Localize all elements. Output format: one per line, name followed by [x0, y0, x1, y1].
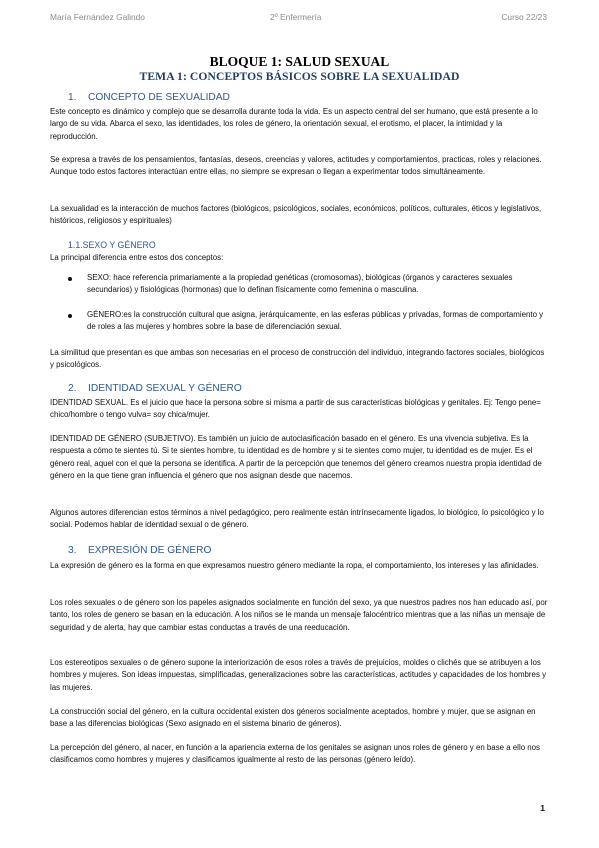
section-3-title: EXPRESIÓN DE GÉNERO: [88, 545, 212, 556]
section-2-paragraph-2: IDENTIDAD DE GÉNERO (SUBJETIVO). Es también un juicio de autoclasificación basado en el género. Es una vivencia subjetiva. Es la respuesta a cómo te sientes tú. Si te sientes hombre, tu identidad es de hombre y si te sientes como mujer, tu identidad es de mujer. Es el género real, aquel con el que la persona se identifica. A partir de la percepción que tenemos del género creamos nuestra propia identidad de género en la que tiene gran influencia el género que nos asignan desde que nacemos.: [50, 434, 542, 481]
section-2-heading: [68, 383, 242, 394]
bullet-icon: [68, 277, 72, 281]
document-subtitle: TEMA 1: CONCEPTOS BÁSICOS SOBRE LA SEXUALIDAD: [139, 70, 460, 83]
section-3-paragraph-4: La construcción social del género, en la cultura occidental existen dos géneros socialmente aceptados, hombre y mujer, que se asignan en base a las diferencias biológicas (Sexo asignado en el sistema binario de géneros).: [50, 707, 536, 729]
header-author: María Fernández Galindo: [50, 12, 145, 22]
subsection-1-1-bullet-list: [68, 272, 546, 297]
section-2-number: 2.: [68, 383, 77, 394]
section-3-paragraph-5: La percepción del género, al nacer, en función a la apariencia externa de los genitales se asignan unos roles de género y en base a ello nos clasificamos como hombres y mujeres y clasificamos igualmente al resto de las personas (género leído).: [50, 743, 540, 765]
page-number: 1: [540, 803, 545, 813]
header-year: Curso 22/23: [501, 12, 547, 22]
section-1-number: 1.: [68, 92, 77, 103]
section-2-title: IDENTIDAD SEXUAL Y GÉNERO: [88, 383, 242, 394]
section-1-title: CONCEPTO DE SEXUALIDAD: [88, 92, 230, 103]
subsection-1-1-outro: La similitud que presentan es que ambas son necesarias en el proceso de construcción del individuo, integrando factores sociales, biológicos y psicológicos.: [50, 348, 545, 370]
section-2-paragraph-3: Algunos autores diferencian estos términos a nivel pedagógico, pero realmente están intrínsecamente ligados, lo biológico, lo psicológico y lo social. Podemos hablar de identidad sexual o de género.: [50, 508, 544, 530]
section-3-paragraph-1: La expresión de género es la forma en que expresamos nuestro género mediante la ropa, el comportamiento, los intereses y las afinidades.: [50, 561, 539, 570]
section-3-paragraph-2: Los roles sexuales o de género son los papeles asignados socialmente en función del sexo, ya que nuestros padres nos han educado así, por tanto, los roles de genero se basan en la educación. A los niños se le manda un mensaje falocéntrico mientras que a las niñas un mensaje de seguridad y de alerta, hay que cambiar estas conductas a través de una reeducación.: [50, 598, 548, 632]
bullet-text-genero: GÉNERO:es la construcción cultural que asigna, jerárquicamente, en las esferas públicas y privadas, formas de comportamiento y de roles a las mujeres y hombres sobre la base de diferenciación sexual.: [87, 310, 544, 332]
section-1-paragraph-3: La sexualidad es la interacción de muchos factores (biológicos, psicológicos, sociales, económicos, políticos, culturales, éticos y legislativos, históricos, religiosos y espirituales): [50, 204, 542, 226]
bullet-item-sexo: [68, 272, 546, 297]
section-3-heading: [68, 545, 211, 556]
section-1-paragraph-2: Se expresa a través de los pensamientos, fantasías, deseos, creencias y valores, actitudes y comportamientos, practicas, roles y relaciones. Aunque todo estos factores interactúan entre ellas, no siempre se expresan o llegan a experimentar todos simultáneamente.: [50, 155, 542, 177]
section-3-paragraph-3: Los estereotipos sexuales o de género supone la interiorización de esos roles a través de prejuicios, moldes o clichés que se atribuyen a los hombres y mujeres. Son ideas impuestas, simplificadas, generalizaciones sobre las características, actitudes y capacidades de los hombres y las mujeres.: [50, 658, 547, 692]
header-course: 2º Enfermería: [270, 12, 322, 22]
subsection-1-1-intro: La principal diferencia entre estos dos conceptos:: [50, 253, 224, 262]
bullet-item-genero: [68, 309, 546, 334]
section-1-paragraph-1: Este concepto es dinámico y complejo que se desarrolla durante toda la vida. Es un aspecto central del ser humano, que está presente a lo largo de su vida. Abarca el sexo, las identidades, los roles de género, la orientación sexual, el erotismo, el placer, la intimidad y la reproducción.: [50, 107, 538, 141]
section-3-number: 3.: [68, 545, 77, 556]
section-1-heading: [68, 92, 230, 103]
subsection-1-1-heading: 1.1.SEXO Y GÉNERO: [68, 240, 156, 250]
section-2-paragraph-1: IDENTIDAD SEXUAL. Es el juicio que hace la persona sobre si misma a partir de sus características biológicas y genitales. Ej: Tengo pene= chico/hombre o tengo vulva= soy chica/mujer.: [50, 398, 541, 420]
document-title: BLOQUE 1: SALUD SEXUAL: [209, 54, 390, 69]
bullet-text-sexo: SEXO: hace referencia primariamente a la propiedad genéticas (cromosomas), biológicas (órganos y caracteres sexuales secundarios) y fisiológicas (hormonas) que lo definan físicamente como femenina o masculina.: [87, 273, 513, 295]
bullet-icon: [68, 314, 72, 318]
subsection-1-1-bullet-list-2: [68, 309, 546, 334]
